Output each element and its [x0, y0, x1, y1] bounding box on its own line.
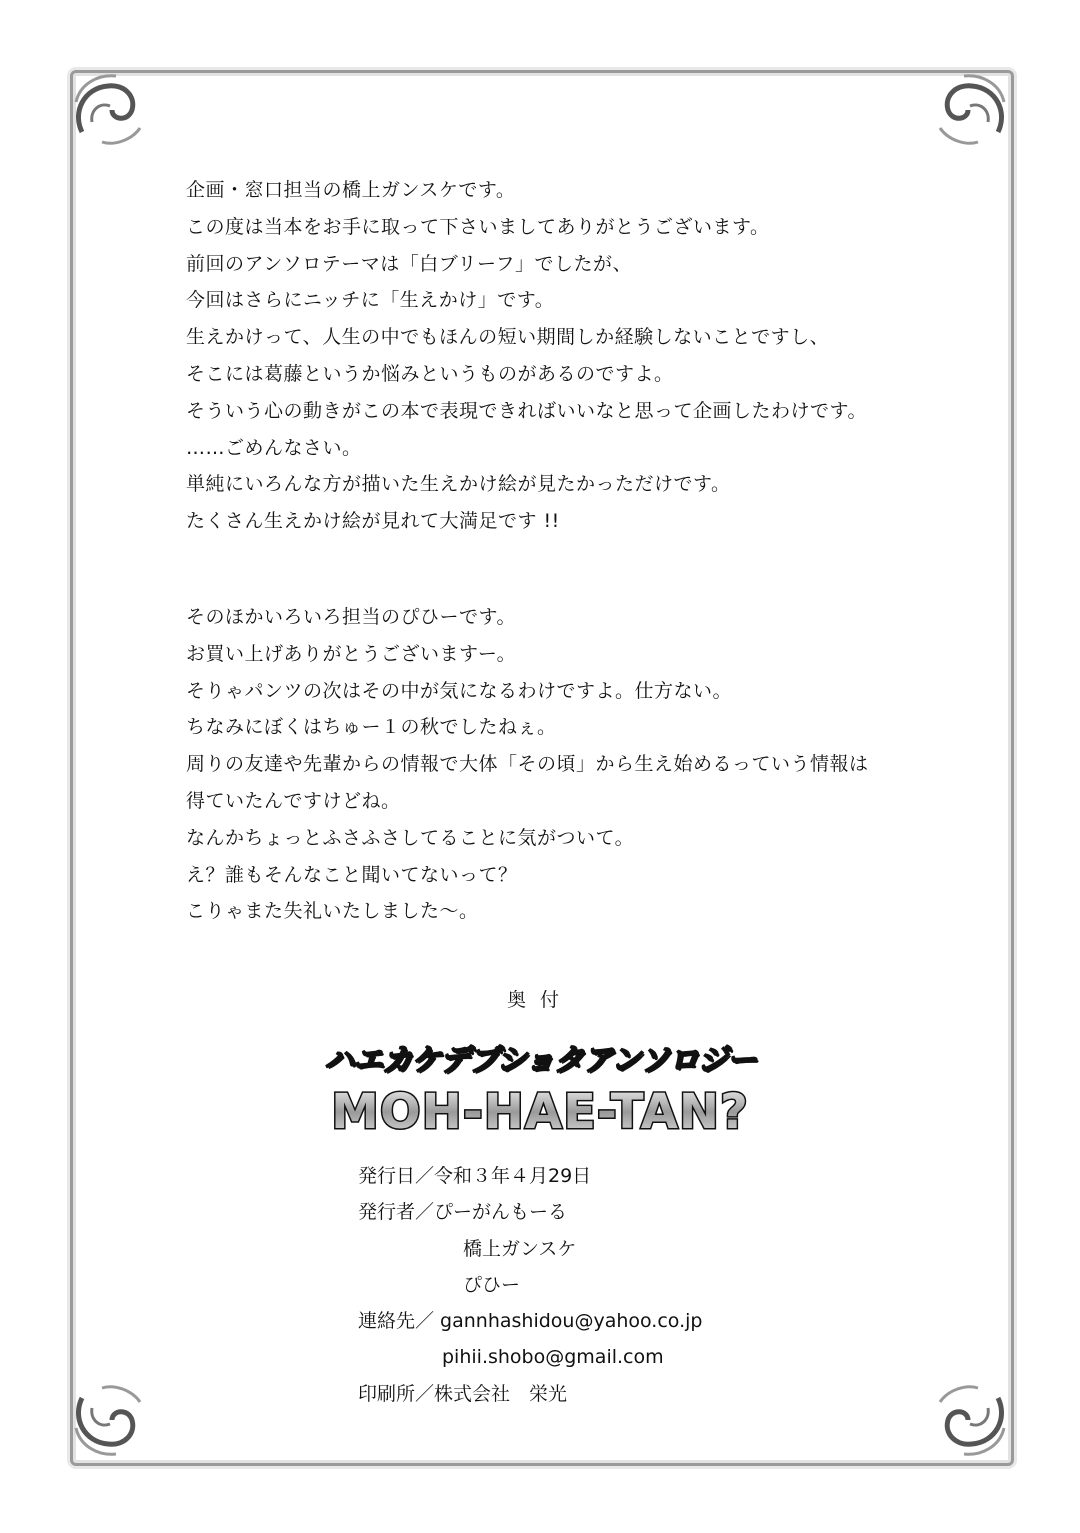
corner-ornament-icon: [62, 62, 158, 158]
printer: 印刷所／株式会社 栄光: [358, 1382, 568, 1405]
text-line: お買い上げありがとうございますー。: [186, 642, 517, 665]
text-line: 今回はさらにニッチに「生えかけ」です。: [186, 289, 555, 312]
contact-email: pihii.shobo@gmail.com: [442, 1346, 664, 1369]
text-line: 周りの友達や先輩からの情報で大体「その頃」から生え始めるっていう情報は: [186, 753, 869, 776]
text-line: 企画・窓口担当の橋上ガンスケです。: [186, 179, 516, 201]
anthology-title: ハエカケデブショタアンソロジー: [324, 1043, 756, 1078]
contact-email: 連絡先／ gannhashidou@yahoo.co.jp: [358, 1310, 703, 1333]
title-logo: [300, 1082, 780, 1140]
publisher-member: 橋上ガンスケ: [463, 1237, 577, 1260]
colophon-heading: 奥付: [506, 989, 573, 1011]
afterword-paragraph-2: [186, 599, 869, 930]
text-line: この度は当本をお手に取って下さいましてありがとうございます。: [186, 215, 770, 238]
text-line: たくさん生えかけ絵が見れて大満足です !!: [186, 510, 560, 533]
publish-date: 発行日／令和３年４月29日: [358, 1165, 592, 1187]
publisher: 発行者／ぴーがんもーる: [358, 1201, 568, 1224]
text-line: そりゃパンツの次はその中が気になるわけですよ。仕方ない。: [186, 679, 733, 702]
text-line: そのほかいろいろ担当のぴひーです。: [186, 606, 516, 628]
text-line: こりゃまた失礼いたしました～。: [186, 900, 479, 923]
text-line: ちなみにぼくはちゅー１の秋でしたねぇ。: [186, 716, 557, 739]
text-line: ……ごめんなさい。: [186, 436, 362, 459]
text-line: 単純にいろんな方が描いた生えかけ絵が見たかっただけです。: [186, 473, 731, 496]
text-line: 生えかけって、人生の中でもほんの短い期間しか経験しないことですし、: [186, 326, 830, 349]
text-line: そこには葛藤というか悩みというものがあるのですよ。: [186, 362, 674, 385]
text-line: 得ていたんですけどね。: [186, 789, 401, 812]
text-line: なんかちょっとふさふさしてることに気がついて。: [186, 826, 635, 849]
corner-ornament-icon: [922, 1372, 1018, 1468]
logo-text: MOH-HAE-TAN?: [331, 1084, 749, 1140]
colophon-details: [358, 1158, 702, 1412]
text-line: 前回のアンソロテーマは「白ブリーフ」でしたが、: [186, 252, 633, 275]
publisher-member: ぴひー: [463, 1273, 521, 1296]
text-line: え？誰もそんなこと聞いてないって？: [186, 863, 518, 886]
corner-ornament-icon: [922, 62, 1018, 158]
afterword-paragraph-1: [186, 172, 867, 540]
text-line: そういう心の動きがこの本で表現できればいいなと思って企画したわけです。: [186, 399, 867, 422]
corner-ornament-icon: [62, 1372, 158, 1468]
